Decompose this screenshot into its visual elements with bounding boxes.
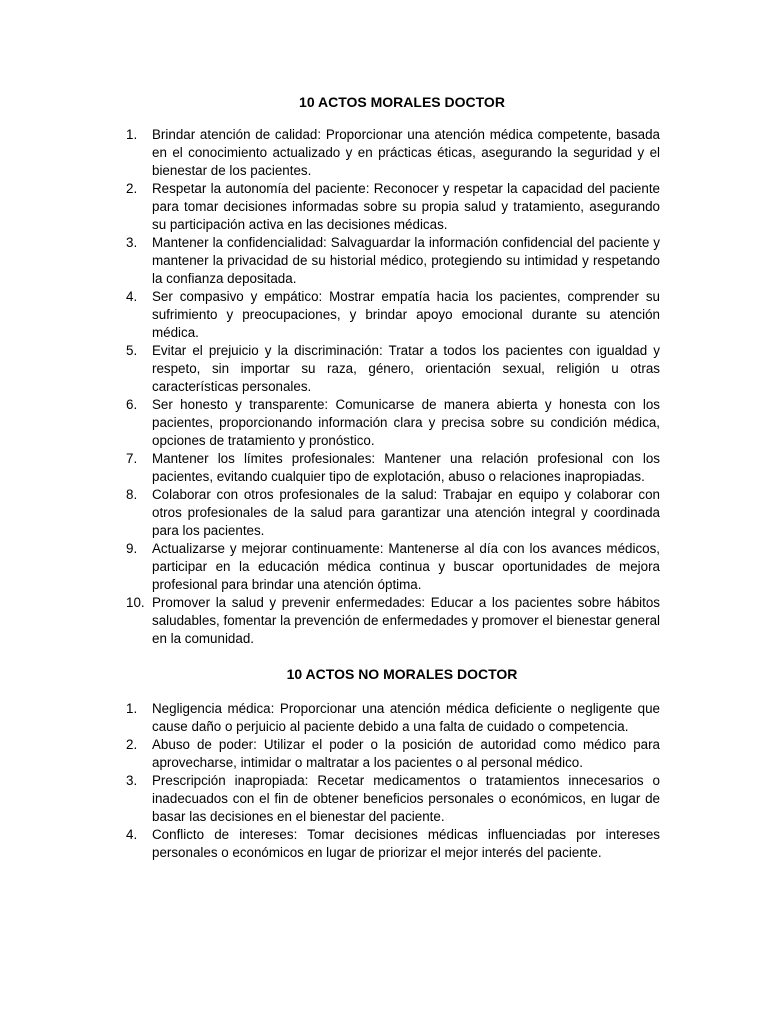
list-item [126, 736, 660, 772]
list-item [126, 594, 660, 648]
list-item-text: Colaborar con otros profesionales de la salud: Trabajar en equipo y colaborar con otros profesionales de la salud para garantizar una atención integral y coordinada para los pacientes. [152, 487, 660, 538]
list-item [126, 486, 660, 540]
list-item-text: Respetar la autonomía del paciente: Reconocer y respetar la capacidad del paciente para tomar decisiones informadas sobre su propia salud y tratamiento, asegurando su participación activa en las decisiones médicas. [152, 181, 660, 232]
list-item [126, 396, 660, 450]
list-item-text: Mantener la confidencialidad: Salvaguardar la información confidencial del paciente y mantener la privacidad de su historial médico, protegiendo su intimidad y respetando la confianza depositada. [152, 235, 660, 286]
list-item [126, 342, 660, 396]
list-item-number: 10. [126, 595, 145, 610]
list-item-text: Negligencia médica: Proporcionar una atención médica deficiente o negligente que cause daño o perjuicio al paciente debido a una falta de cuidado o competencia. [152, 701, 660, 734]
list-item-text: Prescripción inapropiada: Recetar medicamentos o tratamientos innecesarios o inadecuados con el fin de obtener beneficios personales o económicos, en lugar de basar las decisiones en el bienestar del paciente. [152, 773, 660, 824]
list-item-number: 2. [126, 737, 138, 752]
list-item-text: Brindar atención de calidad: Proporcionar una atención médica competente, basada en el conocimiento actualizado y en prácticas éticas, asegurando la seguridad y el bienestar de los pacientes. [152, 127, 660, 178]
list-item-text: Actualizarse y mejorar continuamente: Mantenerse al día con los avances médicos, participar en la educación médica continua y buscar oportunidades de mejora profesional para brindar una atención óptima. [152, 541, 660, 592]
list-item-number: 4. [126, 289, 138, 304]
list-item-text: Evitar el prejuicio y la discriminación: Tratar a todos los pacientes con igualdad y respeto, sin importar su raza, género, orientación sexual, religión u otras características personales. [152, 343, 660, 394]
list-item-number: 3. [126, 235, 138, 250]
list-item [126, 234, 660, 288]
list-item-number: 3. [126, 773, 138, 788]
list-item-text: Ser compasivo y empático: Mostrar empatía hacia los pacientes, comprender su sufrimiento y preocupaciones, y brindar apoyo emocional durante su atención médica. [152, 289, 660, 340]
list-item-number: 9. [126, 541, 138, 556]
moral-acts-list [126, 126, 660, 648]
list-item-number: 4. [126, 827, 138, 842]
list-item [126, 126, 660, 180]
list-item-text: Mantener los límites profesionales: Mantener una relación profesional con los pacientes, evitando cualquier tipo de explotación, abuso o relaciones inapropiadas. [152, 451, 660, 484]
list-item [126, 288, 660, 342]
list-item-text: Conflicto de intereses: Tomar decisiones médicas influenciadas por intereses personales o económicos en lugar de priorizar el mejor interés del paciente. [152, 827, 660, 860]
list-item [126, 772, 660, 826]
list-item [126, 700, 660, 736]
list-item-text: Abuso de poder: Utilizar el poder o la posición de autoridad como médico para aprovecharse, intimidar o maltratar a los pacientes o al personal médico. [152, 737, 660, 770]
nonmoral-acts-heading: 10 ACTOS NO MORALES DOCTOR [286, 666, 518, 682]
nonmoral-acts-list [126, 700, 660, 862]
list-item-number: 1. [126, 701, 138, 716]
list-item [126, 450, 660, 486]
list-item-number: 1. [126, 127, 138, 142]
list-item-text: Promover la salud y prevenir enfermedades: Educar a los pacientes sobre hábitos saludables, fomentar la prevención de enfermedades y promover el bienestar general en la comunidad. [152, 595, 660, 646]
list-item-number: 5. [126, 343, 138, 358]
list-item-number: 6. [126, 397, 138, 412]
list-item-number: 7. [126, 451, 138, 466]
list-item-number: 8. [126, 487, 138, 502]
list-item [126, 826, 660, 862]
list-item-number: 2. [126, 181, 138, 196]
list-item-text: Ser honesto y transparente: Comunicarse de manera abierta y honesta con los pacientes, proporcionando información clara y precisa sobre su condición médica, opciones de tratamiento y pronóstico. [152, 397, 660, 448]
list-item [126, 540, 660, 594]
moral-acts-heading: 10 ACTOS MORALES DOCTOR [299, 94, 505, 110]
list-item [126, 180, 660, 234]
